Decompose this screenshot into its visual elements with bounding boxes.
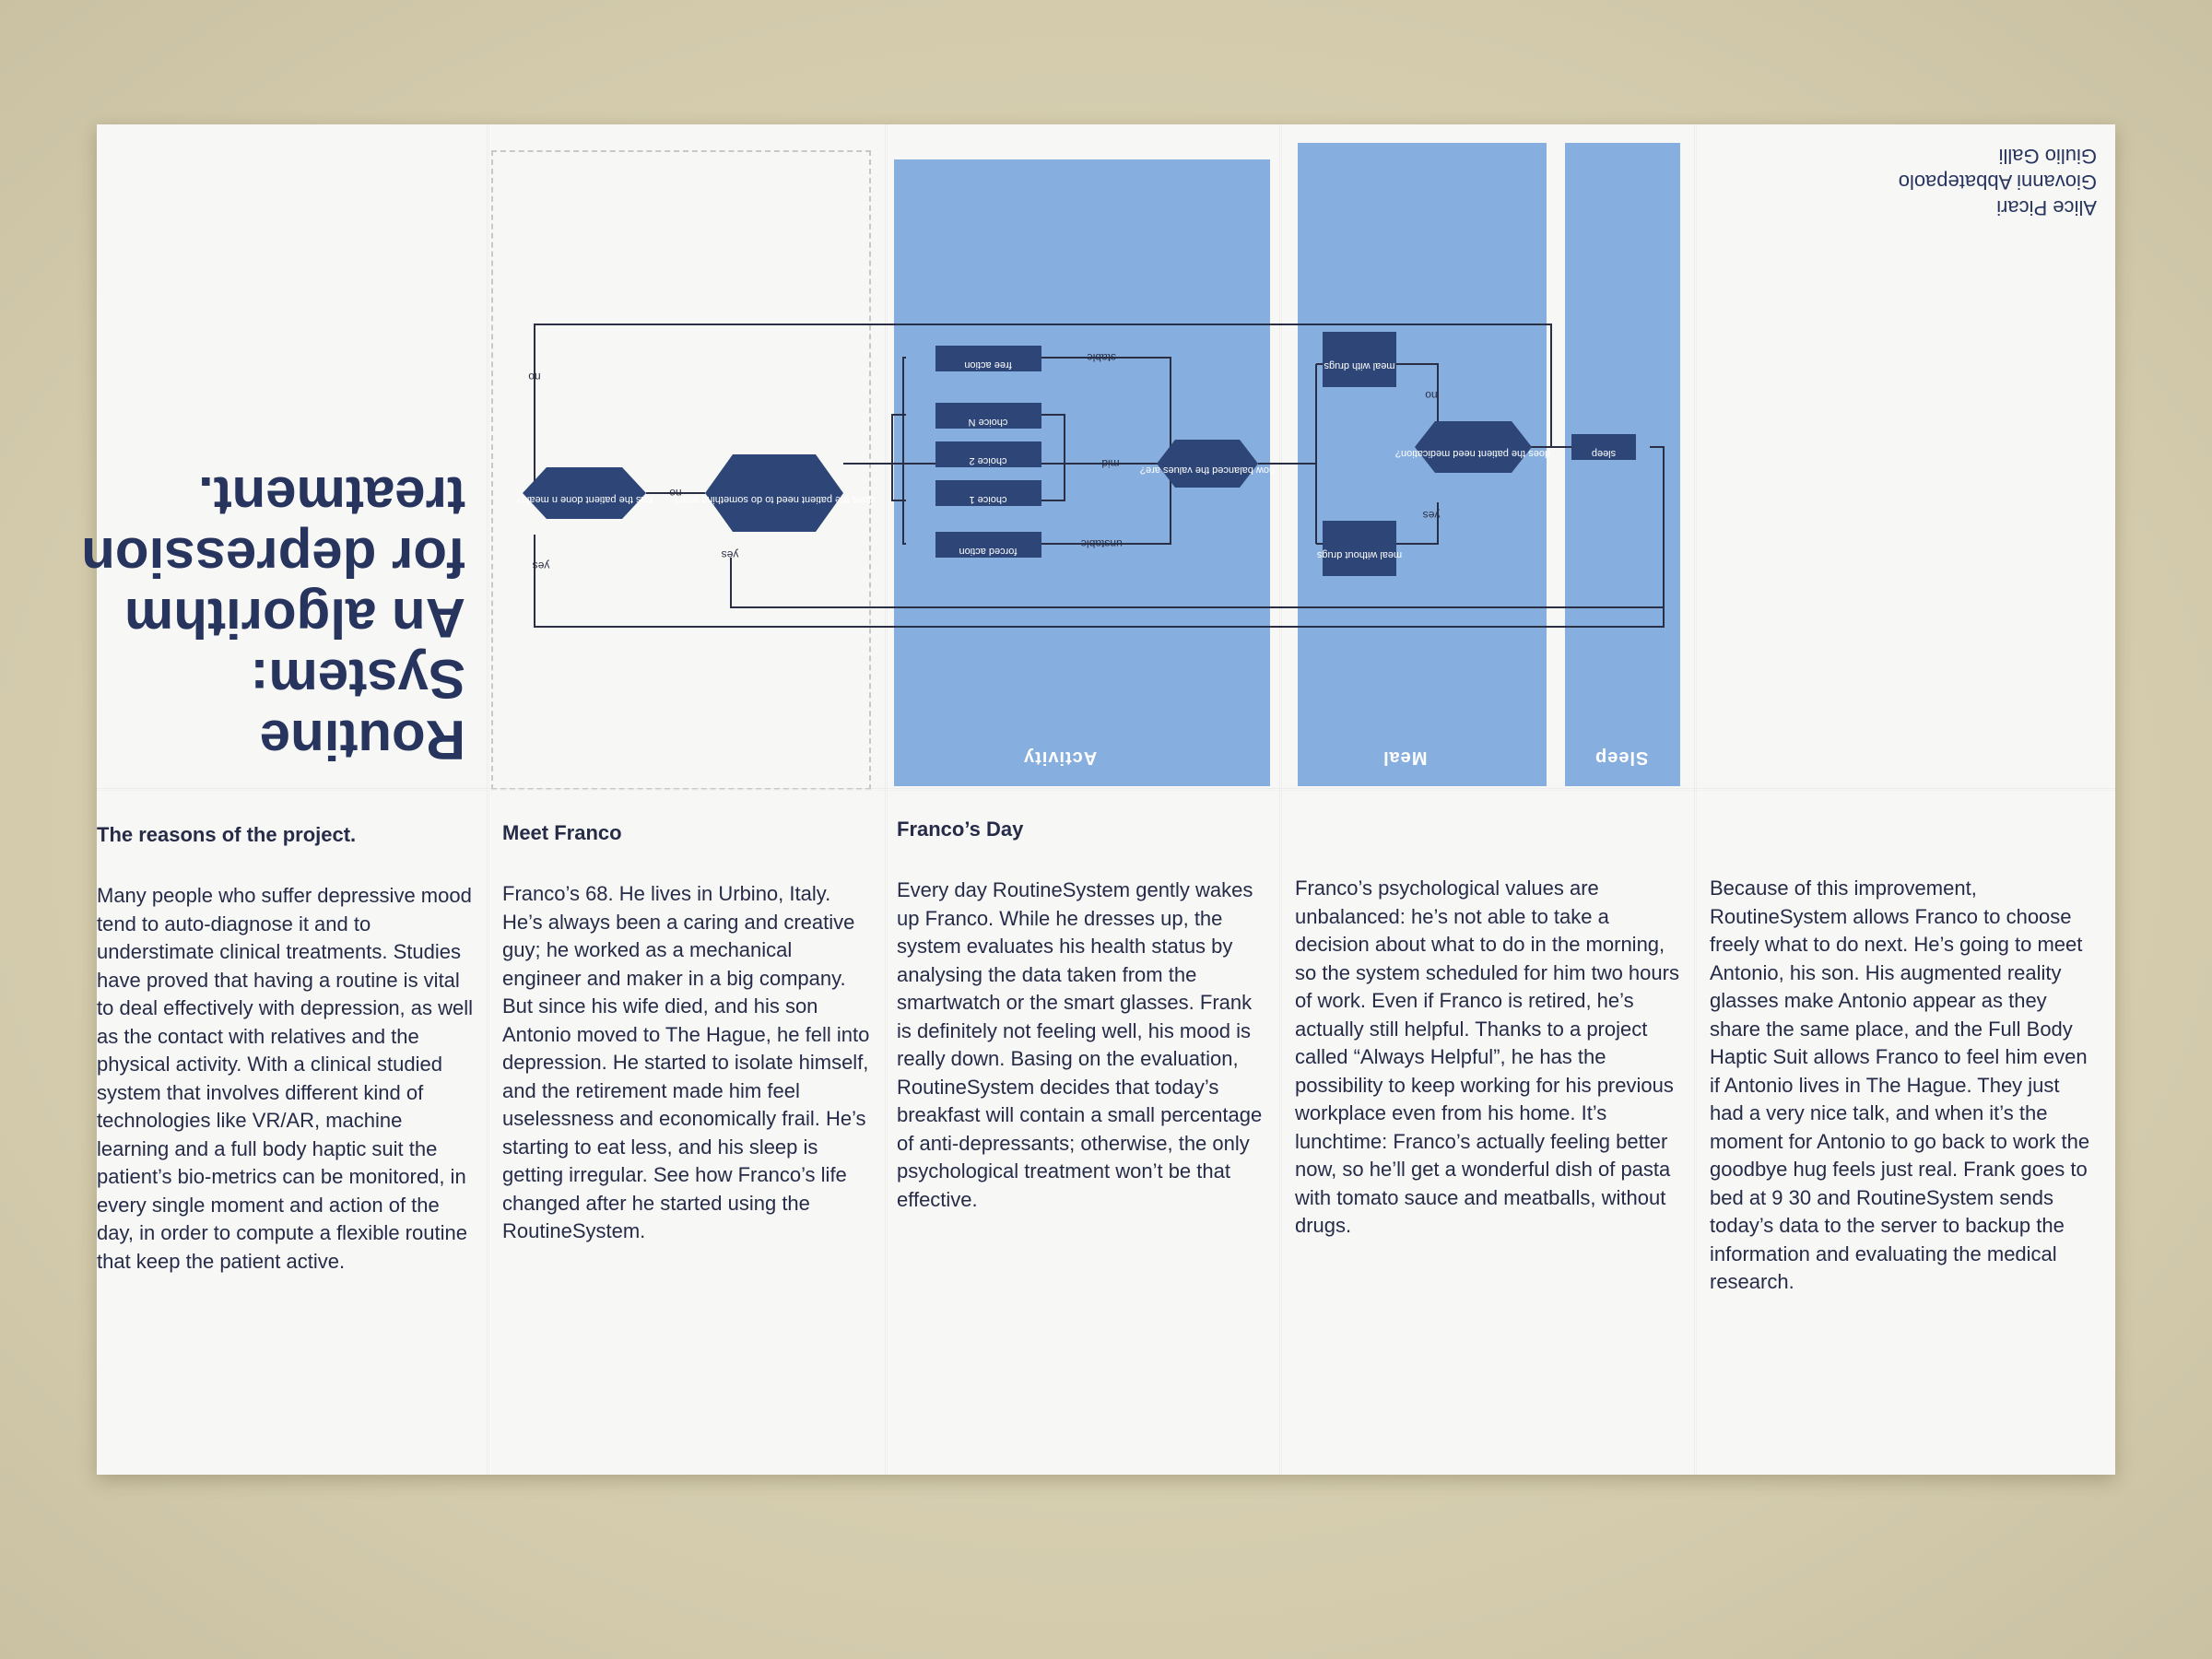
- column-reasons: [97, 823, 475, 1276]
- column-meet-franco: [502, 821, 876, 1246]
- column-lunch: [1295, 875, 1682, 1241]
- band-label-sleep: Sleep: [1594, 747, 1649, 768]
- column-body: Franco’s psychological values are unbalanced: he’s not able to take a decision about what to do in the morning, so the system scheduled for him two hours of work. Even if Franco is retired, he’s actually still helpful. Thanks to a project called “Always Helpful”, he has the possibility to keep working for his previous workplace even from his home. It’s lunchtime: Franco’s actually feeling better now, so he’ll get a wonderful dish of pasta with tomato sauce and meatballs, without drugs.: [1295, 877, 1679, 1237]
- node-meal-with: [1323, 332, 1396, 387]
- label-need-else: does the patient need to do something else?: [674, 494, 875, 505]
- title-line: System:: [250, 648, 465, 710]
- edge-stable: [1032, 358, 1171, 464]
- label-choice-2: choice 2: [969, 455, 1007, 466]
- column-heading: Meet Franco: [502, 821, 622, 844]
- author-name: Giovanni Abbatepaolo: [1898, 171, 2097, 194]
- title-line: treatment.: [197, 465, 465, 527]
- band-label-meal: Meal: [1382, 747, 1428, 768]
- edge-return-left: [903, 358, 906, 544]
- column-francos-day: [897, 818, 1270, 1214]
- loop-line-top: [535, 324, 1551, 493]
- edge-yes-med: [1396, 502, 1438, 544]
- label-edge-stable: stable: [1086, 351, 1117, 364]
- fold-line: [97, 788, 2115, 791]
- author-name: Alice Picari: [1996, 196, 2097, 219]
- label-edge-yes-mid: yes: [721, 548, 739, 561]
- node-need-else: [705, 454, 843, 532]
- label-edge-no-top: no: [528, 371, 541, 383]
- column-heading: The reasons of the project.: [97, 823, 357, 846]
- node-has-meals: [523, 467, 646, 519]
- column-body: Many people who suffer depressive mood tend to auto-diagnose it and to understimate clinical treatments. Studies have proved that having a routine is vital to deal effectively with depression, as well as the contact with relatives and the physical activity. With a clinical studied system that involves different kind of technologies like VR/AR, machine learning and a full body haptic suit the patient’s bio-metrics can be monitored, in every single moment and action of the day, in order to compute a flexible routine that keep the patient active.: [97, 884, 474, 1273]
- label-choice-n: choice N: [968, 417, 1008, 428]
- authors: [1848, 143, 2097, 220]
- column-heading: Franco’s Day: [897, 818, 1024, 841]
- label-need-med: does the patient need medication?: [1394, 448, 1551, 459]
- column-body: Every day RoutineSystem gently wakes up Franco. While he dresses up, the system evaluates his health status by analysing the data taken from the smartwatch or the smart glasses. Frank is definitely not feeling well, his mood is really down. Basing on the evaluation, RoutineSystem decides that today’s breakfast will contain a small percentage of anti-depressants; otherwise, the only psychological treatment won’t be that effective.: [897, 878, 1263, 1211]
- column-body: Franco’s 68. He lives in Urbino, Italy. He’s always been a caring and creative guy; he worked as a mechanical engineer and maker in a big company. But since his wife died, and his son Antonio moved to The Hague, he fell into depression. He started to isolate himself, and the retirement made him feel uselessness and economically frail. He’s starting to eat less, and his sleep is getting irregular. See how Franco’s life changed after he started using the RoutineSystem.: [502, 882, 870, 1242]
- loop-line-yes: [731, 558, 1664, 607]
- label-edge-no-med: no: [1425, 389, 1438, 402]
- label-edge-unstable: unstable: [1080, 537, 1123, 550]
- title-line: Routine: [259, 709, 465, 771]
- label-choice-1: choice 1: [969, 494, 1007, 505]
- label-edge-no-mid: no: [669, 487, 682, 500]
- label-forced-action: forced action: [959, 546, 1018, 557]
- label-balanced: how balanced the values are?: [1139, 465, 1276, 476]
- node-meal-without: [1323, 521, 1396, 576]
- title-line: for depression: [81, 526, 465, 588]
- column-evening: [1710, 875, 2097, 1297]
- brochure-sheet: [81, 124, 2115, 1475]
- node-need-med: [1415, 421, 1532, 473]
- label-meal-without: meal without drugs: [1316, 549, 1403, 560]
- title: [81, 465, 465, 771]
- label-edge-yes-left: yes: [532, 559, 550, 572]
- band-label-activity: Activity: [1023, 747, 1098, 768]
- label-free-action: free action: [964, 359, 1012, 371]
- label-has-meals: has the patient done n meals?: [516, 494, 653, 505]
- node-balanced: [1157, 440, 1258, 488]
- label-sleep: sleep: [1591, 448, 1617, 459]
- title-line: An algorithm: [124, 587, 465, 649]
- loop-line-bottom: [532, 447, 1664, 627]
- label-edge-yes-med: yes: [1422, 509, 1441, 522]
- column-body: Because of this improvement, RoutineSystem allows Franco to choose freely what to do next. He’s going to meet Antonio, his son. His augmented reality glasses make Antonio appear as they share the same place, and the Full Body Haptic Suit allows Franco to feel him even if Antonio lives in The Hague. They just had a very nice talk, and when it’s the moment for Antonio to go back to work the goodbye hug feels just real. Frank goes to bed at 9 30 and RoutineSystem sends today’s data to the server to backup the information and evaluating the medical research.: [1710, 877, 2090, 1293]
- label-edge-mid: mid: [1101, 457, 1120, 470]
- author-name: Giulio Galli: [1998, 145, 2097, 168]
- label-meal-with: meal with drugs: [1324, 360, 1395, 371]
- edge-mid-n: [1032, 415, 1157, 464]
